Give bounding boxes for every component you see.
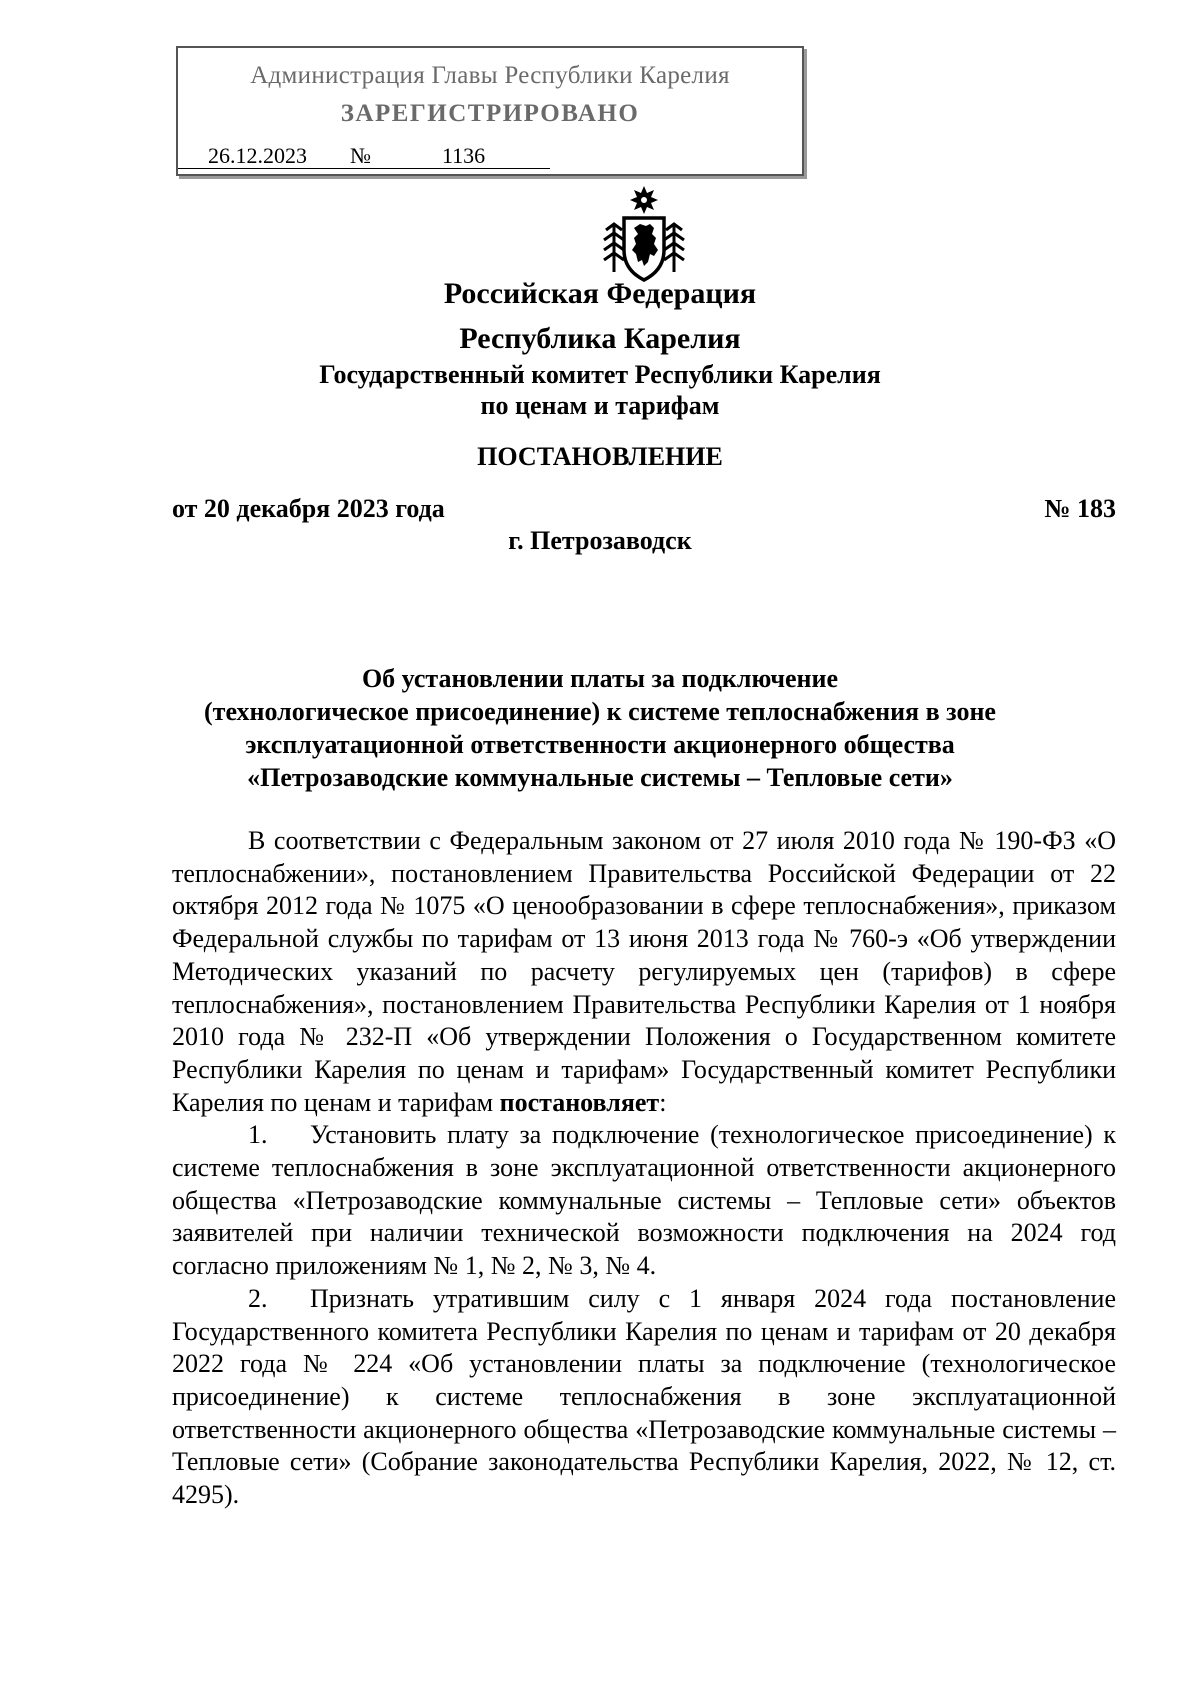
stamp-date: 26.12.2023 (208, 143, 307, 168)
date-number-row (172, 494, 1116, 524)
item-2 (172, 1283, 1116, 1512)
title-line2: (технологическое присоединение) к системе теплоснабжения в зоне (204, 697, 996, 726)
preamble-colon: : (659, 1087, 667, 1117)
preamble-text: В соответствии с Федеральным законом от 27 июля 2010 года № 190-ФЗ «О теплоснабжении», постановлением Правительства Российской Федерации от 22 октября 2012 года № 1075 «О ценообразовании в сфере теплоснабжения», приказом Федеральной службы по тарифам от 13 июня 2013 года № 760-э «Об утверждении Методических указаний по расчету регулируемых цен (тарифов) в сфере теплоснабжения», постановлением Правительства Республики Карелия от 1 ноября 2010 года № 232-П «Об утверждении Положения о Государственном комитете Республики Карелия по ценам и тарифам» Государственный комитет Республики Карелия по ценам и тарифам (172, 826, 1116, 1117)
preamble-paragraph (172, 825, 1116, 1119)
committee-name-line2: по ценам и тарифам (480, 391, 720, 420)
resolution-number: № 183 (1044, 494, 1116, 523)
republic-name: Республика Карелия (459, 322, 741, 355)
stamp-number-sign: № (350, 143, 371, 168)
item-2-number: 2. (248, 1283, 268, 1313)
document-type: ПОСТАНОВЛЕНИЕ (477, 442, 723, 471)
city: г. Петрозаводск (508, 526, 692, 555)
item-1-number: 1. (248, 1120, 268, 1150)
coat-of-arms-icon (594, 184, 694, 284)
stamp-registered: ЗАРЕГИСТРИРОВАНО (340, 100, 640, 127)
item-1-text: Установить плату за подключение (технологическое присоединение) к системе теплоснабжения в зоне эксплуатационной ответственности акционерного общества «Петрозаводские коммунальные системы – Тепловые сети» объектов заявителей при наличии технической возможности подключения на 2024 год согласно приложениям № 1, № 2, № 3, № 4. (172, 1120, 1116, 1281)
resolution-title (0, 662, 1200, 794)
country-name: Российская Федерация (443, 277, 757, 310)
title-line1: Об установлении платы за подключение (361, 664, 839, 693)
stamp-authority: Администрация Главы Республики Карелия (250, 62, 730, 89)
resolution-body (172, 825, 1116, 1512)
committee-name-line1: Государственный комитет Республики Карелия (319, 360, 881, 389)
title-line3: эксплуатационной ответственности акционерного общества (245, 730, 955, 759)
stamp-number: 1136 (442, 143, 486, 168)
item-1 (172, 1119, 1116, 1283)
title-line4: «Петрозаводские коммунальные системы – Тепловые сети» (247, 763, 953, 792)
resolves-word: постановляет (499, 1087, 660, 1117)
resolution-date: от 20 декабря 2023 года (172, 494, 445, 523)
stamp-registration-line (178, 143, 578, 169)
item-2-text: Признать утратившим силу с 1 января 2024 года постановление Государственного комитета Республики Карелия по ценам и тарифам от 20 декабря 2022 года № 224 «Об установлении платы за подключение (технологическое присоединение) к системе теплоснабжения в зоне эксплуатационной ответственности акционерного общества «Петрозаводские коммунальные системы – Тепловые сети» (Собрание законодательства Республики Карелия, 2022, № 12, ст. 4295). (172, 1283, 1116, 1510)
